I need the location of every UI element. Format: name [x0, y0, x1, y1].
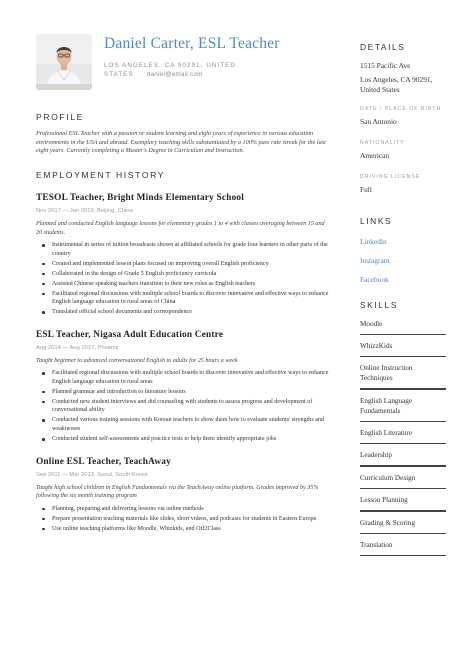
dob-label: DATE / PLACE OF BIRTH [360, 105, 442, 112]
address-line: Los Angeles, CA 90291, [360, 74, 433, 84]
skill-label: English Language Fundamentals [360, 396, 413, 415]
section-title-profile: PROFILE [36, 112, 84, 122]
profile-summary: Professional ESL Teacher with a passion or student learning and eight years of experience in various education environments in the USA and abroad. Exemplary teaching skills substantiated by a 100% pass rate streak for the last eight years. Currently completing a Master's Degree in Curriculum and Instruction. [36, 130, 326, 155]
job-meta: Nov 2017 — Jan 2019, Beijing, China [36, 208, 133, 215]
job-bullets [36, 369, 332, 443]
skill-item [360, 512, 446, 534]
email-text: daniel@email.com [146, 71, 203, 78]
skill-item [360, 489, 446, 511]
section-title-details: DETAILS [360, 42, 406, 52]
list-item: Conducted various training sessions with Korean teachers to show them how to evaluate students' strengths and weaknesses [36, 416, 332, 433]
skill-item [360, 390, 446, 422]
skill-label: WhizzKids [360, 341, 393, 350]
address-line: 1515 Pacific Ave [360, 61, 411, 70]
skill-label: Online Instruction Techniques [360, 364, 413, 383]
nationality-value: American [360, 150, 390, 160]
contact-line [104, 61, 334, 79]
skill-label: Translation [360, 541, 393, 550]
job-title: Online ESL Teacher, TeachAway [36, 456, 171, 467]
list-item: Translated official school documents and correspondence [36, 308, 332, 317]
main-column [36, 112, 332, 535]
list-item: Use online teaching platforms like Moodle, Whizkids, and Off2Class [36, 525, 332, 534]
skill-label: Curriculum Design [360, 473, 416, 482]
profile-photo [36, 34, 92, 90]
job-entry [36, 330, 332, 444]
skill-item [360, 422, 446, 444]
skill-label: English Literature [360, 429, 413, 438]
skills-list [360, 313, 446, 557]
separator-dot: · [138, 71, 142, 78]
list-item: Prepare presentation teaching materials like slides, short videos, and podcasts for students in Eastern Europe [36, 515, 332, 524]
license-value: Full [360, 184, 372, 194]
list-item: Planning, preparing and delivering lessons via online methods [36, 505, 332, 514]
address-block [360, 61, 446, 96]
link-facebook[interactable]: Facebook [360, 274, 389, 284]
dob-value: San Antonio [360, 116, 397, 126]
list-item: Conducted student self-assessments and practice tests to help them identify appropriate jobs [36, 435, 332, 444]
link-linkedin[interactable]: Linkedin [360, 236, 387, 246]
list-item: Assisted Chinese speaking teachers transition to their new roles as English teachers [36, 280, 332, 289]
skill-level-bar [360, 555, 446, 556]
skill-item [360, 313, 446, 335]
skill-item [360, 335, 446, 357]
section-title-skills: SKILLS [360, 299, 399, 310]
sidebar [360, 42, 446, 556]
license-label: DRIVING LICENSE [360, 173, 421, 180]
address-text: LOS ANGELES, CA 90291, UNITED STATES [104, 62, 236, 78]
skill-label: Grading & Scoring [360, 518, 416, 527]
job-bullets [36, 505, 332, 534]
link-instagram[interactable]: Instagram [360, 255, 390, 265]
job-description: Taught high school children in English Fundamentals via the TeachAway online platform. Grades improved by 35% following the six month training program [36, 484, 319, 500]
list-item: Created and implemented lesson plans focused on improving overall English proficiency [36, 260, 332, 269]
section-title-employment: EMPLOYMENT HISTORY [36, 170, 166, 181]
skill-item [360, 444, 446, 466]
job-meta: Aug 2014 — Aug 2017, Phoenix [36, 344, 119, 351]
skill-item [360, 467, 446, 489]
skill-item [360, 357, 446, 389]
list-item: Facilitated regional discussions with multiple school boards to discover innovative and effective ways to enhance English language education in rural areas [36, 369, 332, 386]
nationality-label: NATIONALITY [360, 139, 405, 146]
list-item: Conducted new student interviews and did counseling with students to assess progress and development of conversational ability [36, 398, 332, 415]
candidate-name: Daniel Carter, ESL Teacher [104, 35, 280, 52]
section-title-links: LINKS [360, 215, 393, 226]
job-bullets [36, 241, 332, 317]
skill-label: Lesson Planning [360, 496, 408, 505]
skill-label: Moodle [360, 319, 383, 328]
list-item: Facilitated regional discussions with multiple school boards to discover innovative and effective ways to enhance English language education in rural areas of China [36, 290, 332, 307]
job-entry [36, 457, 332, 534]
person-photo-icon [36, 34, 92, 90]
skill-label: Leadership [360, 451, 392, 460]
job-meta: Sep 2011 — Mar 2013, Seoul, South Korea [36, 471, 148, 478]
job-description: Planned and conducted English language lessons for elementary grades 1 to 4 with classes averaging between 15 and 20 students. [36, 221, 325, 236]
job-title: TESOL Teacher, Bright Minds Elementary School [36, 193, 245, 204]
list-item: Collaborated in the design of Grade 5 English proficiency curricula [36, 270, 332, 279]
job-entry [36, 193, 332, 317]
job-title: ESL Teacher, Nigasa Adult Education Centre [36, 329, 224, 340]
list-item: Instrumental in series of tuition broadcasts shown at affiliated schools for grade four learners in other parts of the country [36, 241, 332, 258]
job-description: Taught beginner to advanced conversational English to adults for 25 hours a week [36, 357, 238, 364]
skill-item [360, 534, 446, 556]
list-item: Planned grammar and introduction to literature lessons [36, 388, 332, 397]
address-line: United States [360, 85, 400, 94]
